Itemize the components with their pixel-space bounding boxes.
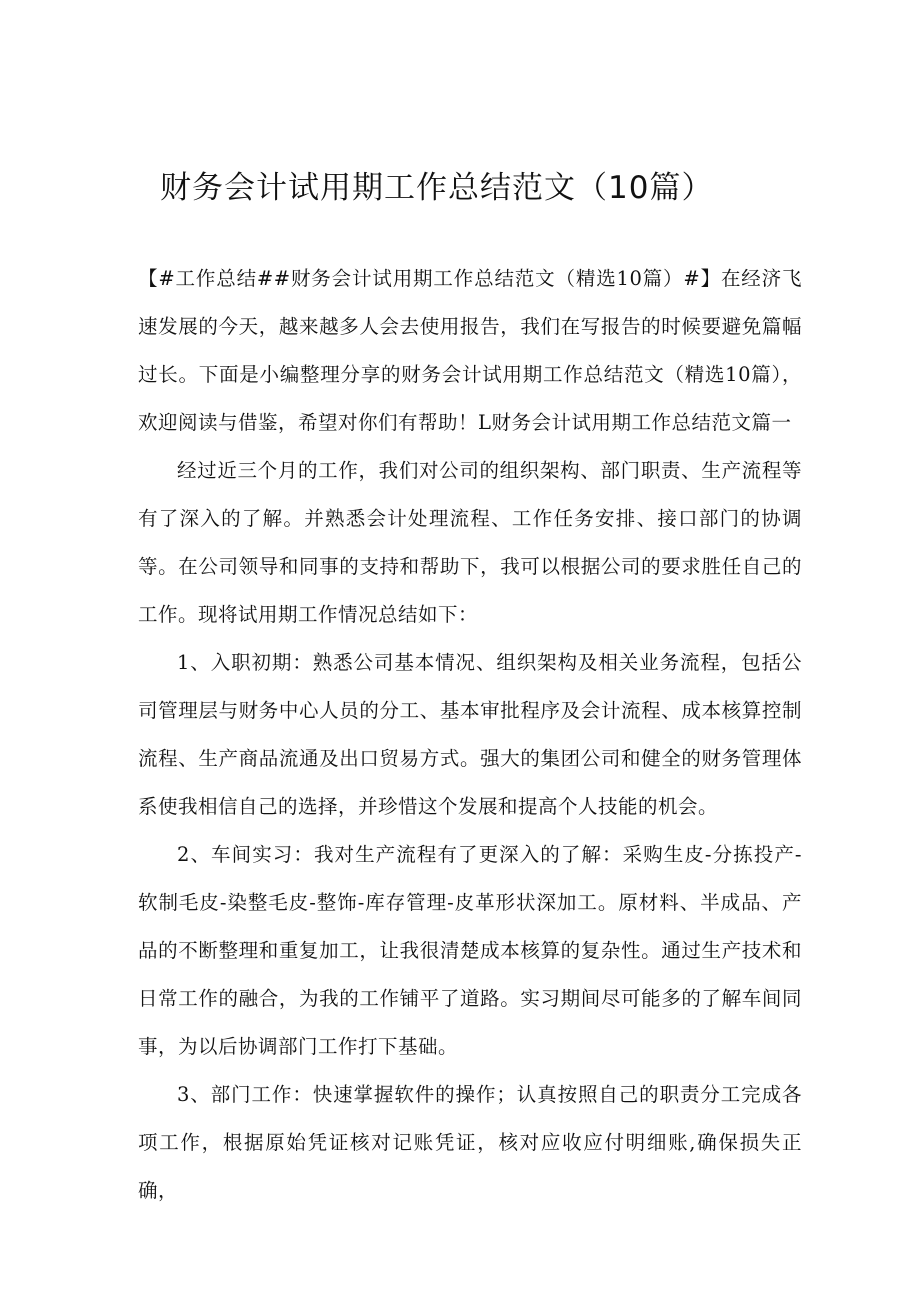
intro-paragraph: 【#工作总结##财务会计试用期工作总结范文（精选10篇）#】在经济飞速发展的今天，越来越多人会去使用报告，我们在写报告的时候要避免篇幅过长。下面是小编整理分享的财务会计试用期工作总结范文（精选10篇），欢迎阅读与借鉴，希望对你们有帮助！L财务会计试用期工作总结范文篇一: [138, 267, 802, 434]
body-paragraph: 1、入职初期：熟悉公司基本情况、组织架构及相关业务流程，包括公司管理层与财务中心人员的分工、基本审批程序及会计流程、成本核算控制流程、生产商品流通及出口贸易方式。强大的集团公司和健全的财务管理体系使我相信自己的选择，并珍惜这个发展和提高个人技能的机会。: [138, 651, 802, 818]
document-body: [138, 255, 802, 1215]
body-paragraph: 经过近三个月的工作，我们对公司的组织架构、部门职责、生产流程等有了深入的了解。并熟悉会计处理流程、工作任务安排、接口部门的协调等。在公司领导和同事的支持和帮助下，我可以根据公司的要求胜任自己的工作。现将试用期工作情况总结如下：: [138, 459, 802, 626]
document-title: 财务会计试用期工作总结范文（10篇）: [160, 170, 714, 206]
body-paragraph: 3、部门工作：快速掌握软件的操作；认真按照自己的职责分工完成各项工作，根据原始凭证核对记账凭证，核对应收应付明细账,确保损失正确，: [138, 1083, 802, 1202]
body-paragraph: 2、车间实习：我对生产流程有了更深入的了解：采购生皮-分拣投产-软制毛皮-染整毛皮-整饰-库存管理-皮革形状深加工。原材料、半成品、产品的不断整理和重复加工，让我很清楚成本核算的复杂性。通过生产技术和日常工作的融合，为我的工作铺平了道路。实习期间尽可能多的了解车间同事，为以后协调部门工作打下基础。: [138, 843, 802, 1058]
